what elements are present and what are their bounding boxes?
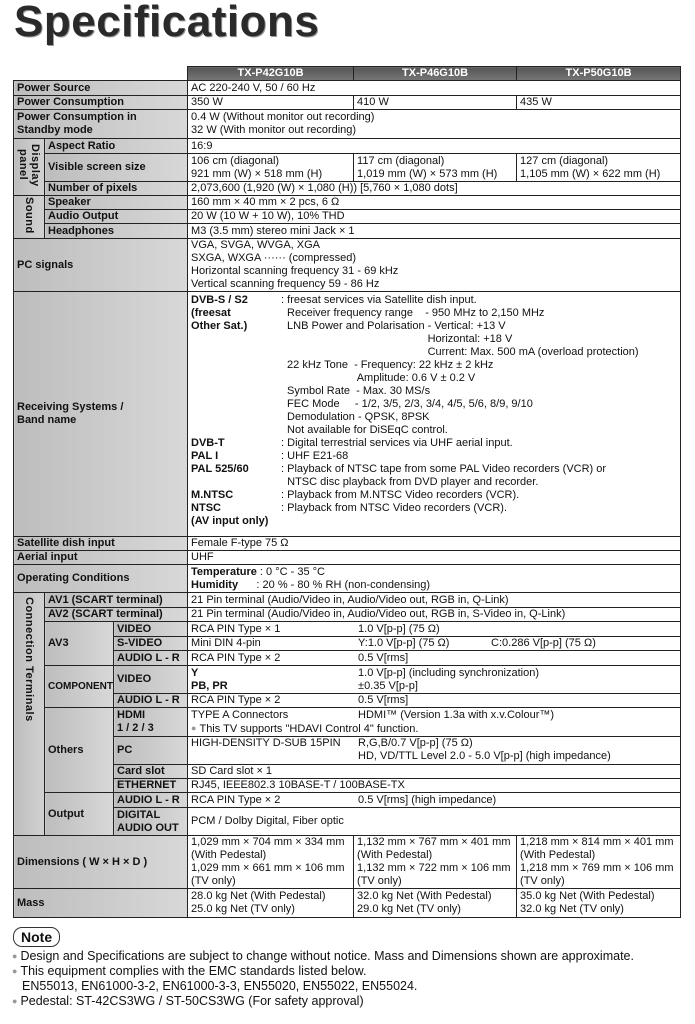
value-line: 1,105 mm (W) × 622 mm (H) bbox=[520, 167, 661, 180]
line: Demodulation - QPSK, 8PSK bbox=[287, 411, 430, 423]
line: Symbol Rate - Max. 30 MS/s bbox=[287, 385, 431, 397]
value-line: (TV only) bbox=[357, 875, 402, 887]
row-label: Speaker bbox=[45, 196, 188, 210]
row-label: AV2 (SCART terminal) bbox=[45, 608, 188, 622]
row-label: S-VIDEO bbox=[114, 637, 188, 651]
value-line: (With Pedestal) bbox=[191, 849, 267, 861]
row-label: VIDEO bbox=[114, 666, 188, 694]
value-line: 35.0 kg Net (With Pedestal) bbox=[520, 890, 655, 902]
row-label: Dimensions ( W × H × D ) bbox=[14, 836, 188, 889]
value: R,G,B/0.7 V[p-p] (75 Ω) bbox=[358, 737, 473, 749]
row-value bbox=[188, 836, 354, 889]
row-value bbox=[188, 154, 354, 182]
key: DVB-S / S2 bbox=[191, 294, 248, 306]
band-row bbox=[191, 437, 677, 450]
value-line: 106 cm (diagonal) bbox=[191, 154, 280, 167]
header-blank bbox=[14, 67, 188, 81]
row-value: M3 (3.5 mm) stereo mini Jack × 1 bbox=[188, 224, 681, 239]
key: DVB-T bbox=[191, 437, 225, 449]
value-line: 1,029 mm × 704 mm × 334 mm bbox=[191, 836, 345, 848]
row-label: AV3 bbox=[45, 622, 114, 666]
label-line: Power Consumption in bbox=[17, 111, 137, 123]
line: FEC Mode - 1/2, 3/5, 2/3, 3/4, 4/5, 5/6, 8/9, 9/10 bbox=[287, 398, 533, 410]
row-label: AUDIO L - R bbox=[114, 651, 188, 666]
row-value bbox=[517, 154, 681, 182]
row-value bbox=[354, 154, 517, 182]
model-header: TX-P50G10B bbox=[517, 67, 681, 81]
row-value bbox=[188, 889, 354, 918]
row-value: 410 W bbox=[354, 96, 517, 110]
row-label: ETHERNET bbox=[114, 779, 188, 793]
row-value bbox=[354, 836, 517, 889]
label-line: Standby mode bbox=[17, 124, 93, 136]
value-line: 0.4 W (Without monitor out recording) bbox=[191, 111, 375, 123]
value-line: SXGA, WXGA ······ (compressed) bbox=[191, 252, 357, 264]
value-line bbox=[191, 667, 677, 680]
value-line bbox=[191, 566, 677, 579]
row-value: 20 W (10 W + 10 W), 10% THD bbox=[188, 210, 681, 224]
value: : 20 % - 80 % RH (non-condensing) bbox=[238, 578, 431, 591]
band-row bbox=[191, 476, 677, 489]
group-label: Display panel bbox=[17, 143, 41, 187]
value-line: 1,218 mm × 814 mm × 401 mm bbox=[520, 836, 674, 848]
value-line: 1,218 mm × 769 mm × 106 mm bbox=[520, 862, 674, 874]
key: Humidity bbox=[191, 578, 239, 591]
line: Amplitude: 0.6 V ± 0.2 V bbox=[287, 372, 476, 384]
value: Mini DIN 4-pin bbox=[191, 637, 261, 649]
value-line: 1,029 mm × 661 mm × 106 mm bbox=[191, 862, 345, 874]
row-label: AUDIO L - R bbox=[114, 694, 188, 708]
value: Y:1.0 V[p-p] (75 Ω) bbox=[358, 637, 450, 649]
row-value bbox=[188, 565, 681, 593]
label-line: AUDIO OUT bbox=[117, 821, 179, 834]
line: : Playback from M.NTSC Video recorders (VCR). bbox=[281, 489, 520, 501]
row-value: Female F-type 75 Ω bbox=[188, 537, 681, 551]
band-row bbox=[191, 515, 677, 528]
band-row bbox=[191, 450, 677, 463]
specifications-table bbox=[13, 66, 681, 918]
note-item: ● Pedestal: ST-42CS3WG / ST-50CS3WG (For safety approval) bbox=[12, 994, 695, 1009]
value-line: 32 W (With monitor out recording) bbox=[191, 124, 357, 136]
row-label: Number of pixels bbox=[45, 182, 188, 196]
key: NTSC bbox=[191, 502, 221, 514]
key: Temperature bbox=[191, 565, 257, 578]
row-value bbox=[188, 110, 681, 139]
row-value: SD Card slot × 1 bbox=[188, 765, 681, 779]
row-label: PC signals bbox=[14, 239, 188, 292]
group-label: Connection Terminals bbox=[23, 597, 35, 722]
row-value bbox=[188, 622, 681, 637]
note-item: ● Design and Specifications are subject to change without notice. Mass and Dimensions shown are approximate. bbox=[12, 949, 695, 964]
note-badge: Note bbox=[13, 927, 60, 947]
value-line: 32.0 kg Net (With Pedestal) bbox=[357, 890, 492, 902]
value-line: (With Pedestal) bbox=[520, 849, 596, 861]
key: M.NTSC bbox=[191, 489, 234, 501]
group-label: Sound bbox=[23, 196, 35, 234]
value-line: Vertical scanning frequency 59 - 86 Hz bbox=[191, 278, 380, 290]
group-sound bbox=[14, 196, 45, 239]
value-line: VGA, SVGA, WVGA, XGA bbox=[191, 239, 321, 251]
row-label: Aerial input bbox=[14, 551, 188, 565]
line: Current: Max. 500 mA (overload protection) bbox=[287, 346, 639, 358]
value: ±0.35 V[p-p] bbox=[358, 679, 418, 692]
label-line: DIGITAL bbox=[117, 808, 161, 821]
value-line: 1,132 mm × 722 mm × 106 mm bbox=[357, 862, 511, 874]
value: HIGH-DENSITY D-SUB 15PIN bbox=[191, 737, 341, 749]
key: PAL 525/60 bbox=[191, 463, 249, 475]
line: : Playback from NTSC Video recorders (VCR). bbox=[281, 502, 508, 514]
row-value bbox=[188, 694, 681, 708]
row-value: 435 W bbox=[517, 96, 681, 110]
line: : freesat services via Satellite dish input. bbox=[281, 294, 477, 306]
row-label bbox=[14, 292, 188, 537]
value-line: ● This TV supports "HDAVI Control 4" function. bbox=[191, 722, 677, 736]
row-value bbox=[188, 637, 681, 651]
value-line bbox=[191, 579, 677, 592]
row-label: Mass bbox=[14, 889, 188, 918]
note-item: ● This equipment complies with the EMC standards listed below. bbox=[12, 964, 695, 979]
row-label: Satellite dish input bbox=[14, 537, 188, 551]
row-label: Output bbox=[45, 793, 114, 836]
key: (freesat bbox=[191, 307, 231, 319]
group-connection-terminals bbox=[14, 593, 45, 836]
value-line: 25.0 kg Net (TV only) bbox=[191, 903, 295, 915]
row-label: Visible screen size bbox=[45, 154, 188, 182]
row-value: 16:9 bbox=[188, 139, 681, 154]
value-line bbox=[191, 737, 677, 750]
value: RCA PIN Type × 2 bbox=[191, 793, 281, 806]
row-label: AV1 (SCART terminal) bbox=[45, 593, 188, 608]
line: : Digital terrestrial services via UHF aerial input. bbox=[281, 437, 513, 449]
value-line: 32.0 kg Net (TV only) bbox=[520, 903, 624, 915]
band-row bbox=[191, 502, 677, 515]
row-label: Power Consumption bbox=[14, 96, 188, 110]
value-line: HD, VD/TTL Level 2.0 - 5.0 V[p-p] (high impedance) bbox=[358, 750, 611, 762]
value: 1.0 V[p-p] (75 Ω) bbox=[358, 622, 440, 635]
value-line: 921 mm (W) × 518 mm (H) bbox=[191, 167, 323, 180]
value: RCA PIN Type × 2 bbox=[191, 651, 281, 664]
value-line: 127 cm (diagonal) bbox=[520, 154, 609, 167]
row-label: Card slot bbox=[114, 765, 188, 779]
note-list bbox=[12, 949, 695, 1009]
line: 22 kHz Tone - Frequency: 22 kHz ± 2 kHz bbox=[287, 359, 494, 371]
value: RCA PIN Type × 2 bbox=[191, 694, 281, 706]
label-line: 1 / 2 / 3 bbox=[117, 722, 154, 734]
row-value: 350 W bbox=[188, 96, 354, 110]
band-row bbox=[191, 463, 677, 476]
row-label: Headphones bbox=[45, 224, 188, 239]
row-label: Power Source bbox=[14, 81, 188, 96]
row-label bbox=[114, 708, 188, 737]
line: Horizontal: +18 V bbox=[287, 333, 513, 345]
line: LNB Power and Polarisation - Vertical: +13 V bbox=[287, 320, 506, 332]
row-label: Operating Conditions bbox=[14, 565, 188, 593]
value-line: 29.0 kg Net (TV only) bbox=[357, 903, 461, 915]
value-line: 1,019 mm (W) × 573 mm (H) bbox=[357, 167, 498, 180]
key: (AV input only) bbox=[191, 515, 269, 527]
dvbs-block bbox=[191, 294, 677, 437]
line: : UHF E21-68 bbox=[281, 450, 349, 462]
value: TYPE A Connectors bbox=[191, 708, 289, 721]
value-line: (With Pedestal) bbox=[357, 849, 433, 861]
value: RCA PIN Type × 1 bbox=[191, 622, 281, 635]
note-heading bbox=[13, 927, 695, 947]
row-label: VIDEO bbox=[114, 622, 188, 637]
value: C:0.286 V[p-p] (75 Ω) bbox=[491, 637, 596, 649]
dvbs-keys bbox=[191, 294, 281, 437]
row-value bbox=[188, 666, 681, 694]
value: 0.5 V[rms] (high impedance) bbox=[358, 793, 497, 806]
row-value bbox=[517, 889, 681, 918]
receiving-systems-value bbox=[188, 292, 681, 537]
row-label: PC bbox=[114, 737, 188, 765]
row-label bbox=[14, 110, 188, 139]
value: : 0 °C - 35 °C bbox=[256, 565, 325, 578]
row-value: UHF bbox=[188, 551, 681, 565]
line: NTSC disc playback from DVD player and recorder. bbox=[281, 476, 539, 488]
note-item: EN55013, EN61000-3-2, EN61000-3-3, EN55020, EN55022, EN55024. bbox=[22, 979, 418, 993]
row-label: Aspect Ratio bbox=[45, 139, 188, 154]
value-line: (TV only) bbox=[191, 875, 236, 887]
row-value bbox=[188, 708, 681, 737]
value-line: 28.0 kg Net (With Pedestal) bbox=[191, 890, 326, 902]
row-label bbox=[114, 808, 188, 836]
label-line: Band name bbox=[17, 414, 77, 426]
row-value: PCM / Dolby Digital, Fiber optic bbox=[188, 808, 681, 836]
label-line: Receiving Systems / bbox=[17, 401, 124, 413]
row-value bbox=[517, 836, 681, 889]
row-value bbox=[188, 239, 681, 292]
row-value: 160 mm × 40 mm × 2 pcs, 6 Ω bbox=[188, 196, 681, 210]
value-line: Horizontal scanning frequency 31 - 69 kHz bbox=[191, 265, 399, 277]
row-value bbox=[354, 889, 517, 918]
row-value: 2,073,600 (1,920 (W) × 1,080 (H)) [5,760 × 1,080 dots] bbox=[188, 182, 681, 196]
row-value: AC 220-240 V, 50 / 60 Hz bbox=[188, 81, 681, 96]
row-value: 21 Pin terminal (Audio/Video in, Audio/Video out, RGB in, Q-Link) bbox=[188, 593, 681, 608]
row-value bbox=[188, 737, 681, 765]
dvbs-lines bbox=[281, 294, 639, 437]
value-line: (TV only) bbox=[520, 875, 565, 887]
row-value: 21 Pin terminal (Audio/Video in, Audio/Video out, RGB in, S-Video in, Q-Link) bbox=[188, 608, 681, 622]
value-line: 117 cm (diagonal) bbox=[357, 154, 445, 167]
label-line: HDMI bbox=[117, 709, 146, 721]
key: PAL I bbox=[191, 450, 219, 462]
value: Y bbox=[191, 666, 199, 679]
page-title: Specifications bbox=[14, 0, 320, 46]
group-display-panel bbox=[14, 139, 45, 196]
row-value bbox=[188, 651, 681, 666]
model-header: TX-P42G10B bbox=[188, 67, 354, 81]
value-line bbox=[191, 680, 677, 693]
line: Not available for DiSEqC control. bbox=[287, 424, 448, 436]
band-row bbox=[191, 489, 677, 502]
value: PB, PR bbox=[191, 679, 228, 692]
row-label: COMPONENT bbox=[45, 666, 114, 708]
value: 0.5 V[rms] bbox=[358, 651, 409, 664]
row-label: Others bbox=[45, 708, 114, 793]
row-label: Audio Output bbox=[45, 210, 188, 224]
value: HDMI™ (Version 1.3a with x.v.Colour™) bbox=[358, 708, 555, 721]
line: Receiver frequency range - 950 MHz to 2,150 MHz bbox=[287, 307, 545, 319]
row-label: AUDIO L - R bbox=[114, 793, 188, 808]
row-value: RJ45, IEEE802.3 10BASE-T / 100BASE-TX bbox=[188, 779, 681, 793]
value: 0.5 V[rms] bbox=[358, 694, 409, 706]
key: Other Sat.) bbox=[191, 320, 248, 332]
model-header: TX-P46G10B bbox=[354, 67, 517, 81]
row-value bbox=[188, 793, 681, 808]
value: 1.0 V[p-p] (including synchronization) bbox=[358, 666, 540, 679]
key bbox=[191, 476, 281, 489]
value-line bbox=[191, 709, 677, 722]
line: : Playback of NTSC tape from some PAL Video recorders (VCR) or bbox=[281, 463, 607, 475]
value-line: 1,132 mm × 767 mm × 401 mm bbox=[357, 836, 511, 848]
